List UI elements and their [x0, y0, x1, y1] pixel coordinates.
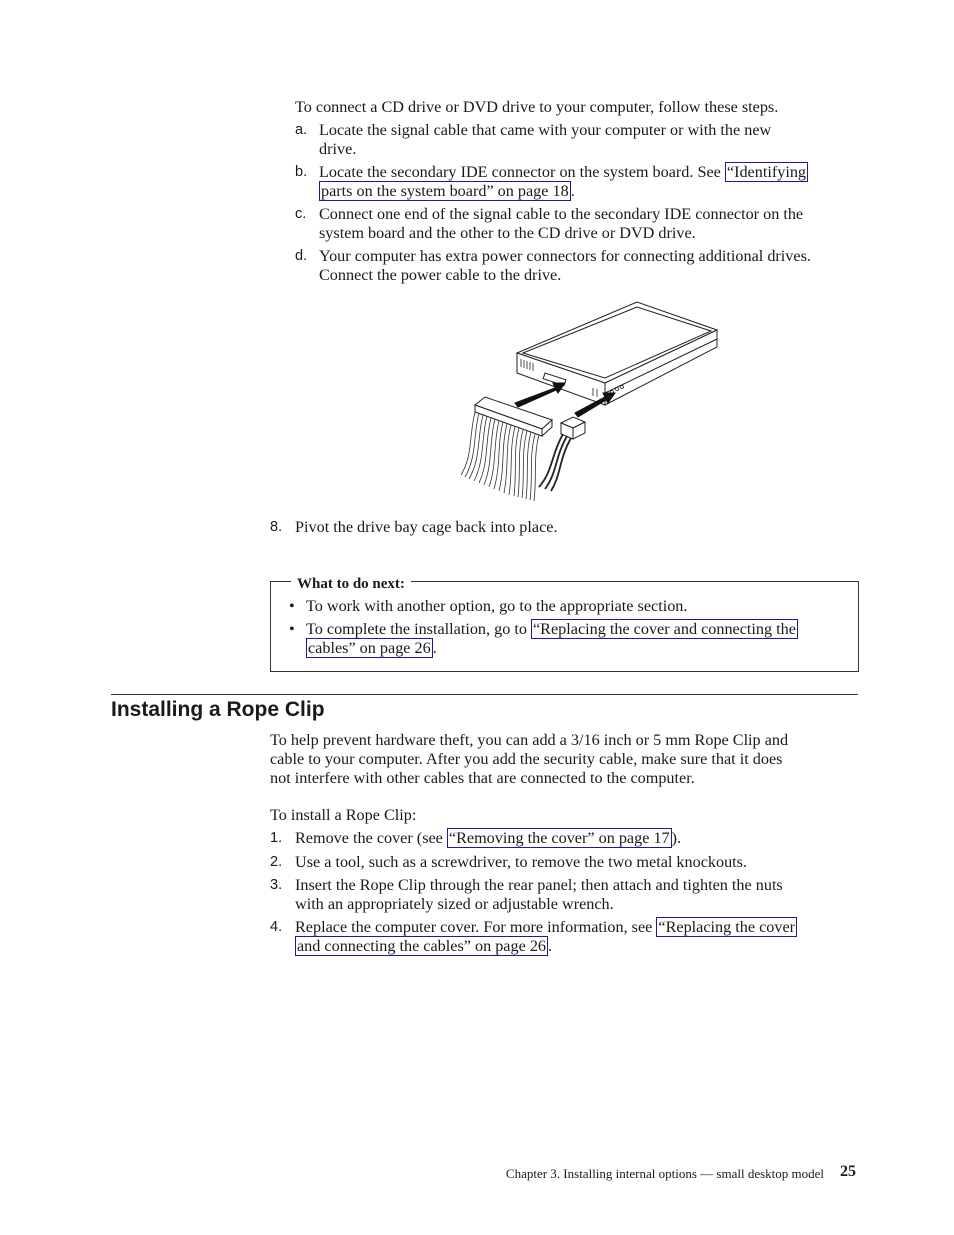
step-1-text	[295, 829, 681, 848]
next-item-2-period: .	[432, 639, 437, 657]
replacing-cover-link-cont[interactable]: cables” on page 26	[308, 639, 431, 657]
step-1-after: ).	[671, 829, 682, 847]
what-to-do-next-title: What to do next:	[291, 575, 411, 593]
substep-a-line2: drive.	[319, 140, 357, 158]
replacing-cover-link-2-cont[interactable]: and connecting the cables” on page 26	[297, 937, 547, 955]
section-divider	[111, 694, 858, 695]
step-4-line2	[295, 937, 552, 956]
step-3-marker: 3.	[270, 877, 283, 893]
substep-marker-d: d.	[295, 248, 308, 264]
substep-c-line1: Connect one end of the signal cable to the secondary IDE connector on the	[319, 205, 804, 223]
substep-marker-c: c.	[295, 206, 307, 222]
step-8-marker: 8.	[270, 519, 283, 535]
substep-marker-a: a.	[295, 122, 308, 138]
footer-chapter: Chapter 3. Installing internal options — small desktop model	[505, 1166, 824, 1181]
substep-b-line1	[319, 163, 808, 182]
replacing-cover-link-2[interactable]: “Replacing the cover	[658, 918, 796, 936]
section-para-line3: not interfere with other cables that are connected to the computer.	[270, 769, 695, 787]
substep-b-text: Locate the secondary IDE connector on the system board. See	[319, 163, 725, 181]
step-2-marker: 2.	[270, 854, 283, 870]
section-para-line2: cable to your computer. After you add the security cable, make sure that it does	[270, 750, 783, 768]
cd-drive-cable-illustration	[455, 295, 725, 505]
step-3-line1: Insert the Rope Clip through the rear panel; then attach and tighten the nuts	[295, 876, 783, 894]
substep-marker-b: b.	[295, 164, 308, 180]
next-item-2-text: To complete the installation, go to	[306, 620, 531, 638]
next-item-1: To work with another option, go to the appropriate section.	[306, 597, 688, 615]
identifying-parts-link[interactable]: “Identifying	[726, 163, 807, 181]
substep-c-line2: system board and the other to the CD drive or DVD drive.	[319, 224, 696, 242]
step-3-line2: with an appropriately sized or adjustable wrench.	[295, 895, 614, 913]
bullet-1: •	[289, 597, 295, 615]
step-8-text: Pivot the drive bay cage back into place.	[295, 518, 558, 536]
next-item-2-line2	[306, 639, 437, 658]
replacing-cover-link[interactable]: “Replacing the cover and connecting the	[533, 620, 796, 638]
step-4-lead: Replace the computer cover. For more information, see	[295, 918, 657, 936]
section-lead: To install a Rope Clip:	[270, 806, 417, 824]
substep-d-line1: Your computer has extra power connectors for connecting additional drives.	[319, 247, 811, 265]
step-1-lead: Remove the cover (see	[295, 829, 447, 847]
page-number: 25	[840, 1163, 856, 1180]
substep-a-line1: Locate the signal cable that came with your computer or with the new	[319, 121, 772, 139]
step-4-after: .	[548, 937, 553, 955]
next-item-2-line1	[306, 620, 798, 639]
section-title: Installing a Rope Clip	[111, 698, 325, 721]
removing-cover-link[interactable]: “Removing the cover” on page 17	[448, 829, 670, 847]
substep-b-period: .	[570, 182, 575, 200]
step-1-marker: 1.	[270, 830, 283, 846]
identifying-parts-link-cont[interactable]: parts on the system board” on page 18	[321, 182, 569, 200]
step-4-marker: 4.	[270, 919, 283, 935]
step-4-line1	[295, 918, 797, 937]
section-para-line1: To help prevent hardware theft, you can add a 3/16 inch or 5 mm Rope Clip and	[270, 731, 789, 749]
substep-b-line2	[319, 182, 575, 201]
bullet-2: •	[289, 620, 295, 638]
substep-d-line2: Connect the power cable to the drive.	[319, 266, 562, 284]
step-2-text: Use a tool, such as a screwdriver, to remove the two metal knockouts.	[295, 853, 748, 871]
intro-text: To connect a CD drive or DVD drive to your computer, follow these steps.	[295, 98, 779, 116]
